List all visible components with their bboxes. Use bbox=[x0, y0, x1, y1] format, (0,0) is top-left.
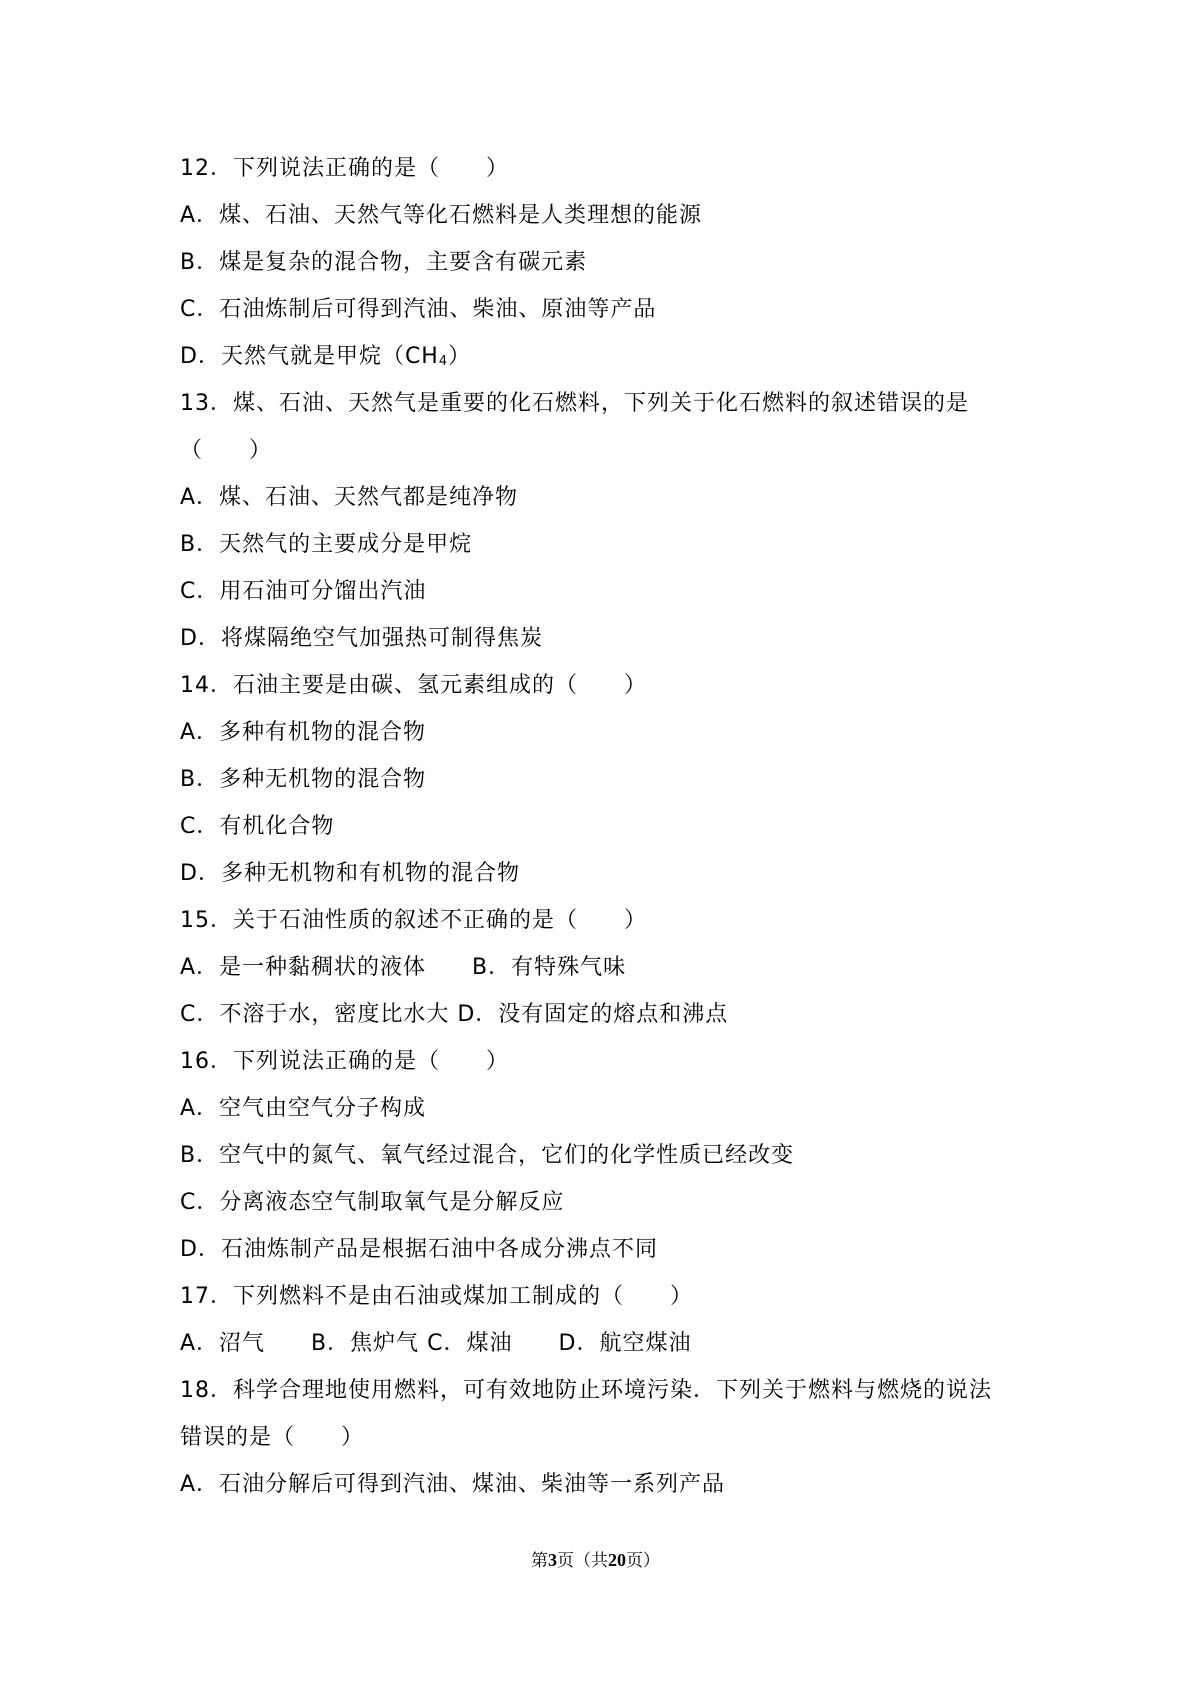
footer-suffix: 页） bbox=[626, 1551, 660, 1571]
footer-page-number: 3 bbox=[548, 1550, 557, 1570]
question-16-option-c: C．分离液态空气制取氧气是分解反应 bbox=[180, 1190, 565, 1215]
question-12-option-d bbox=[180, 333, 1020, 380]
question-12-option-c: C．石油炼制后可得到汽油、柴油、原油等产品 bbox=[180, 297, 657, 322]
question-15-stem: 15．关于石油性质的叙述不正确的是（ ） bbox=[180, 908, 647, 933]
question-15-options-cd: C．不溶于水，密度比水大 D．没有固定的熔点和沸点 bbox=[180, 1002, 729, 1027]
footer-prefix: 第 bbox=[531, 1551, 548, 1571]
option-d-close: ） bbox=[448, 344, 472, 369]
footer-middle: 页（共 bbox=[557, 1551, 608, 1571]
option-d-text: D．天然气就是甲烷（CH bbox=[180, 344, 439, 369]
question-list bbox=[180, 145, 1020, 1508]
question-13-option-d: D．将煤隔绝空气加强热可制得焦炭 bbox=[180, 626, 543, 651]
question-18-stem: 18．科学合理地使用燃料，可有效地防止环境污染．下列关于燃料与燃烧的说法 bbox=[180, 1378, 992, 1403]
question-13-stem-cont: （ ） bbox=[180, 438, 273, 463]
question-14-option-d: D．多种无机物和有机物的混合物 bbox=[180, 861, 520, 886]
question-14-option-c: C．有机化合物 bbox=[180, 814, 335, 839]
question-18-option-a: A．石油分解后可得到汽油、煤油、柴油等一系列产品 bbox=[180, 1472, 726, 1497]
question-14-option-a: A．多种有机物的混合物 bbox=[180, 720, 427, 745]
question-17-options: A．沼气 B．焦炉气 C．煤油 D．航空煤油 bbox=[180, 1331, 692, 1356]
question-14-option-b: B．多种无机物的混合物 bbox=[180, 767, 427, 792]
question-13-stem: 13．煤、石油、天然气是重要的化石燃料，下列关于化石燃料的叙述错误的是 bbox=[180, 391, 969, 416]
question-16-option-d: D．石油炼制产品是根据石油中各成分沸点不同 bbox=[180, 1237, 658, 1262]
question-12-option-a: A．煤、石油、天然气等化石燃料是人类理想的能源 bbox=[180, 203, 703, 228]
subscript-4: 4 bbox=[438, 354, 449, 369]
question-14-stem: 14．石油主要是由碳、氢元素组成的（ ） bbox=[180, 673, 647, 698]
question-13-option-c: C．用石油可分馏出汽油 bbox=[180, 579, 427, 604]
footer-total-pages: 20 bbox=[608, 1550, 626, 1570]
question-16-option-b: B．空气中的氮气、氧气经过混合，它们的化学性质已经改变 bbox=[180, 1143, 795, 1168]
question-17-stem: 17．下列燃料不是由石油或煤加工制成的（ ） bbox=[180, 1284, 693, 1309]
question-16-option-a: A．空气由空气分子构成 bbox=[180, 1096, 427, 1121]
question-12-option-b: B．煤是复杂的混合物，主要含有碳元素 bbox=[180, 250, 588, 275]
question-13-option-b: B．天然气的主要成分是甲烷 bbox=[180, 532, 473, 557]
question-18-stem-cont: 错误的是（ ） bbox=[180, 1425, 365, 1450]
question-13-option-a: A．煤、石油、天然气都是纯净物 bbox=[180, 485, 519, 510]
question-16-stem: 16．下列说法正确的是（ ） bbox=[180, 1049, 509, 1074]
question-15-options-ab: A．是一种黏稠状的液体 B．有特殊气味 bbox=[180, 955, 627, 980]
question-12-stem: 12．下列说法正确的是（ ） bbox=[180, 156, 509, 181]
page-footer bbox=[0, 1548, 1191, 1573]
